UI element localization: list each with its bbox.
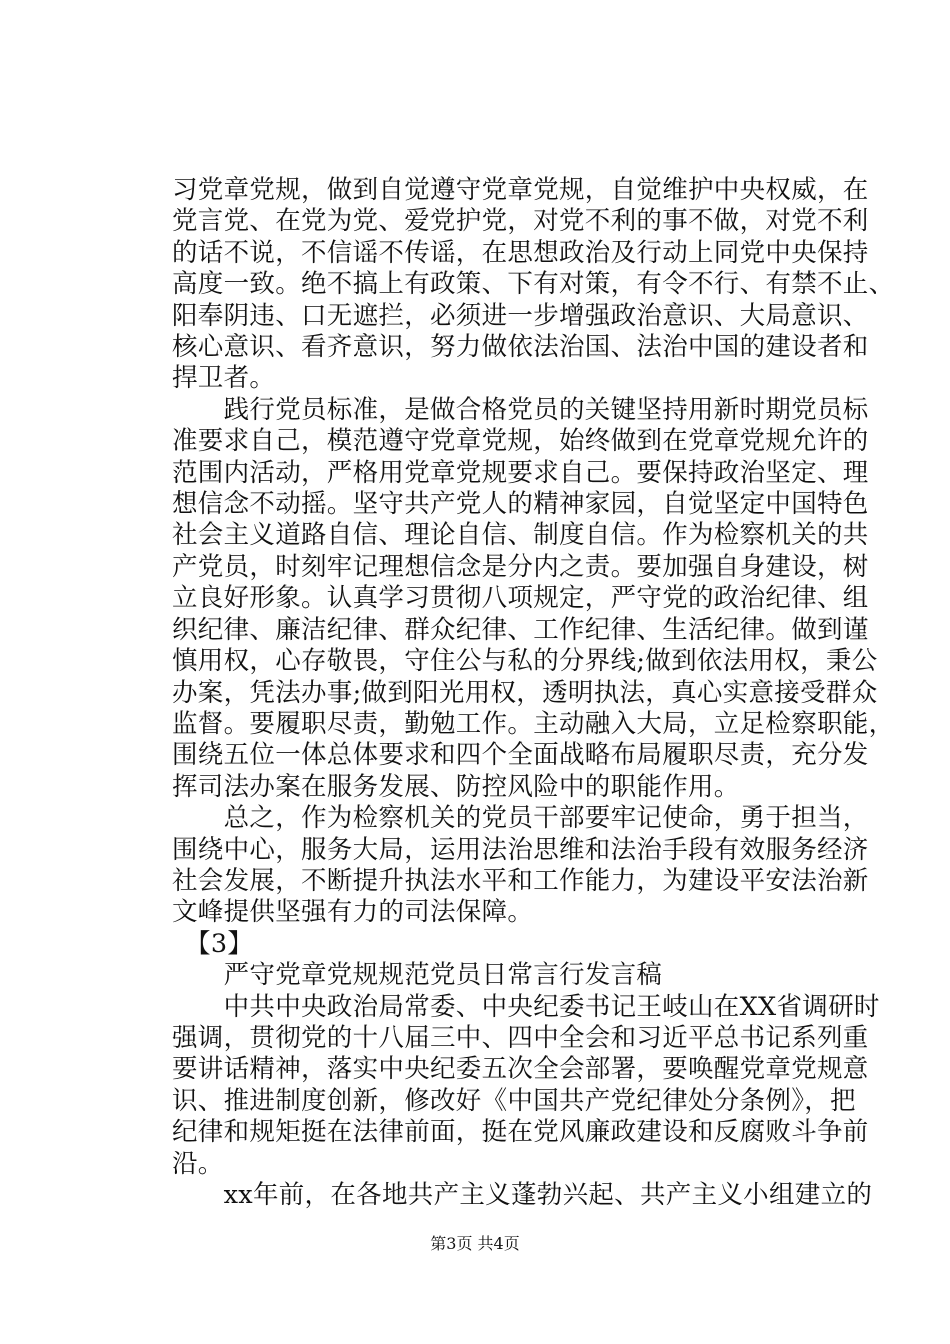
text-line: 识、推进制度创新，修改好《中国共产党纪律处分条例》，把 — [172, 1086, 856, 1116]
text-line: 围绕中心，服务大局，运用法治思维和法治手段有效服务经济 — [172, 835, 869, 865]
text-line: 挥司法办案在服务发展、防控风险中的职能作用。 — [172, 772, 740, 802]
text-line: 阳奉阴违、口无遮拦，必须进一步增强政治意识、大局意识、 — [172, 301, 869, 331]
text-line: 捍卫者。 — [172, 363, 276, 393]
text-line: 要讲话精神，落实中央纪委五次全会部署，要唤醒党章党规意 — [172, 1054, 869, 1084]
page-footer: 第3页 共4页 — [430, 1234, 520, 1253]
text-line: 产党员，时刻牢记理想信念是分内之责。要加强自身建设，树 — [172, 552, 869, 582]
text-line: 范围内活动，严格用党章党规要求自己。要保持政治坚定、理 — [172, 458, 869, 488]
text-line: xx年前，在各地共产主义蓬勃兴起、共产主义小组建立的 — [172, 1180, 873, 1210]
text-line: 纪律和规矩挺在法律前面，挺在党风廉政建设和反腐败斗争前 — [172, 1117, 869, 1147]
section-number: 【3】 — [172, 929, 254, 959]
text-line: 党言党、在党为党、爱党护党，对党不利的事不做，对党不利 — [172, 206, 869, 236]
text-line: 慎用权，心存敬畏，守住公与私的分界线;做到依法用权，秉公 — [172, 646, 878, 676]
text-line: 核心意识、看齐意识，努力做依法治国、法治中国的建设者和 — [172, 332, 869, 362]
text-line: 织纪律、廉洁纪律、群众纪律、工作纪律、生活纪律。做到谨 — [172, 615, 869, 645]
text-line: 办案，凭法办事;做到阳光用权，透明执法，真心实意接受群众 — [172, 678, 878, 708]
text-line: 围绕五位一体总体要求和四个全面战略布局履职尽责，充分发 — [172, 740, 869, 770]
text-line: 沿。 — [172, 1149, 224, 1179]
text-line: 践行党员标准，是做合格党员的关键坚持用新时期党员标 — [172, 395, 869, 425]
text-line: 习党章党规，做到自觉遵守党章党规，自觉维护中央权威，在 — [172, 175, 869, 205]
text-line: 社会主义道路自信、理论自信、制度自信。作为检察机关的共 — [172, 520, 869, 550]
section-title: 严守党章党规规范党员日常言行发言稿 — [172, 960, 663, 990]
text-line: 社会发展，不断提升执法水平和工作能力，为建设平安法治新 — [172, 866, 869, 896]
text-line: 的话不说，不信谣不传谣，在思想政治及行动上同党中央保持 — [172, 238, 869, 268]
text-line: 文峰提供坚强有力的司法保障。 — [172, 897, 534, 927]
text-line: 中共中央政治局常委、中央纪委书记王岐山在XX省调研时 — [172, 992, 880, 1022]
text-line: 总之，作为检察机关的党员干部要牢记使命，勇于担当， — [172, 803, 869, 833]
text-line: 强调，贯彻党的十八届三中、四中全会和习近平总书记系列重 — [172, 1023, 869, 1053]
text-line: 准要求自己，模范遵守党章党规，始终做到在党章党规允许的 — [172, 426, 869, 456]
text-line: 立良好形象。认真学习贯彻八项规定，严守党的政治纪律、组 — [172, 583, 869, 613]
text-line: 想信念不动摇。坚守共产党人的精神家园，自觉坚定中国特色 — [172, 489, 869, 519]
text-line: 监督。要履职尽责，勤勉工作。主动融入大局，立足检察职能， — [172, 709, 895, 739]
text-line: 高度一致。绝不搞上有政策、下有对策，有令不行、有禁不止、 — [172, 269, 895, 299]
